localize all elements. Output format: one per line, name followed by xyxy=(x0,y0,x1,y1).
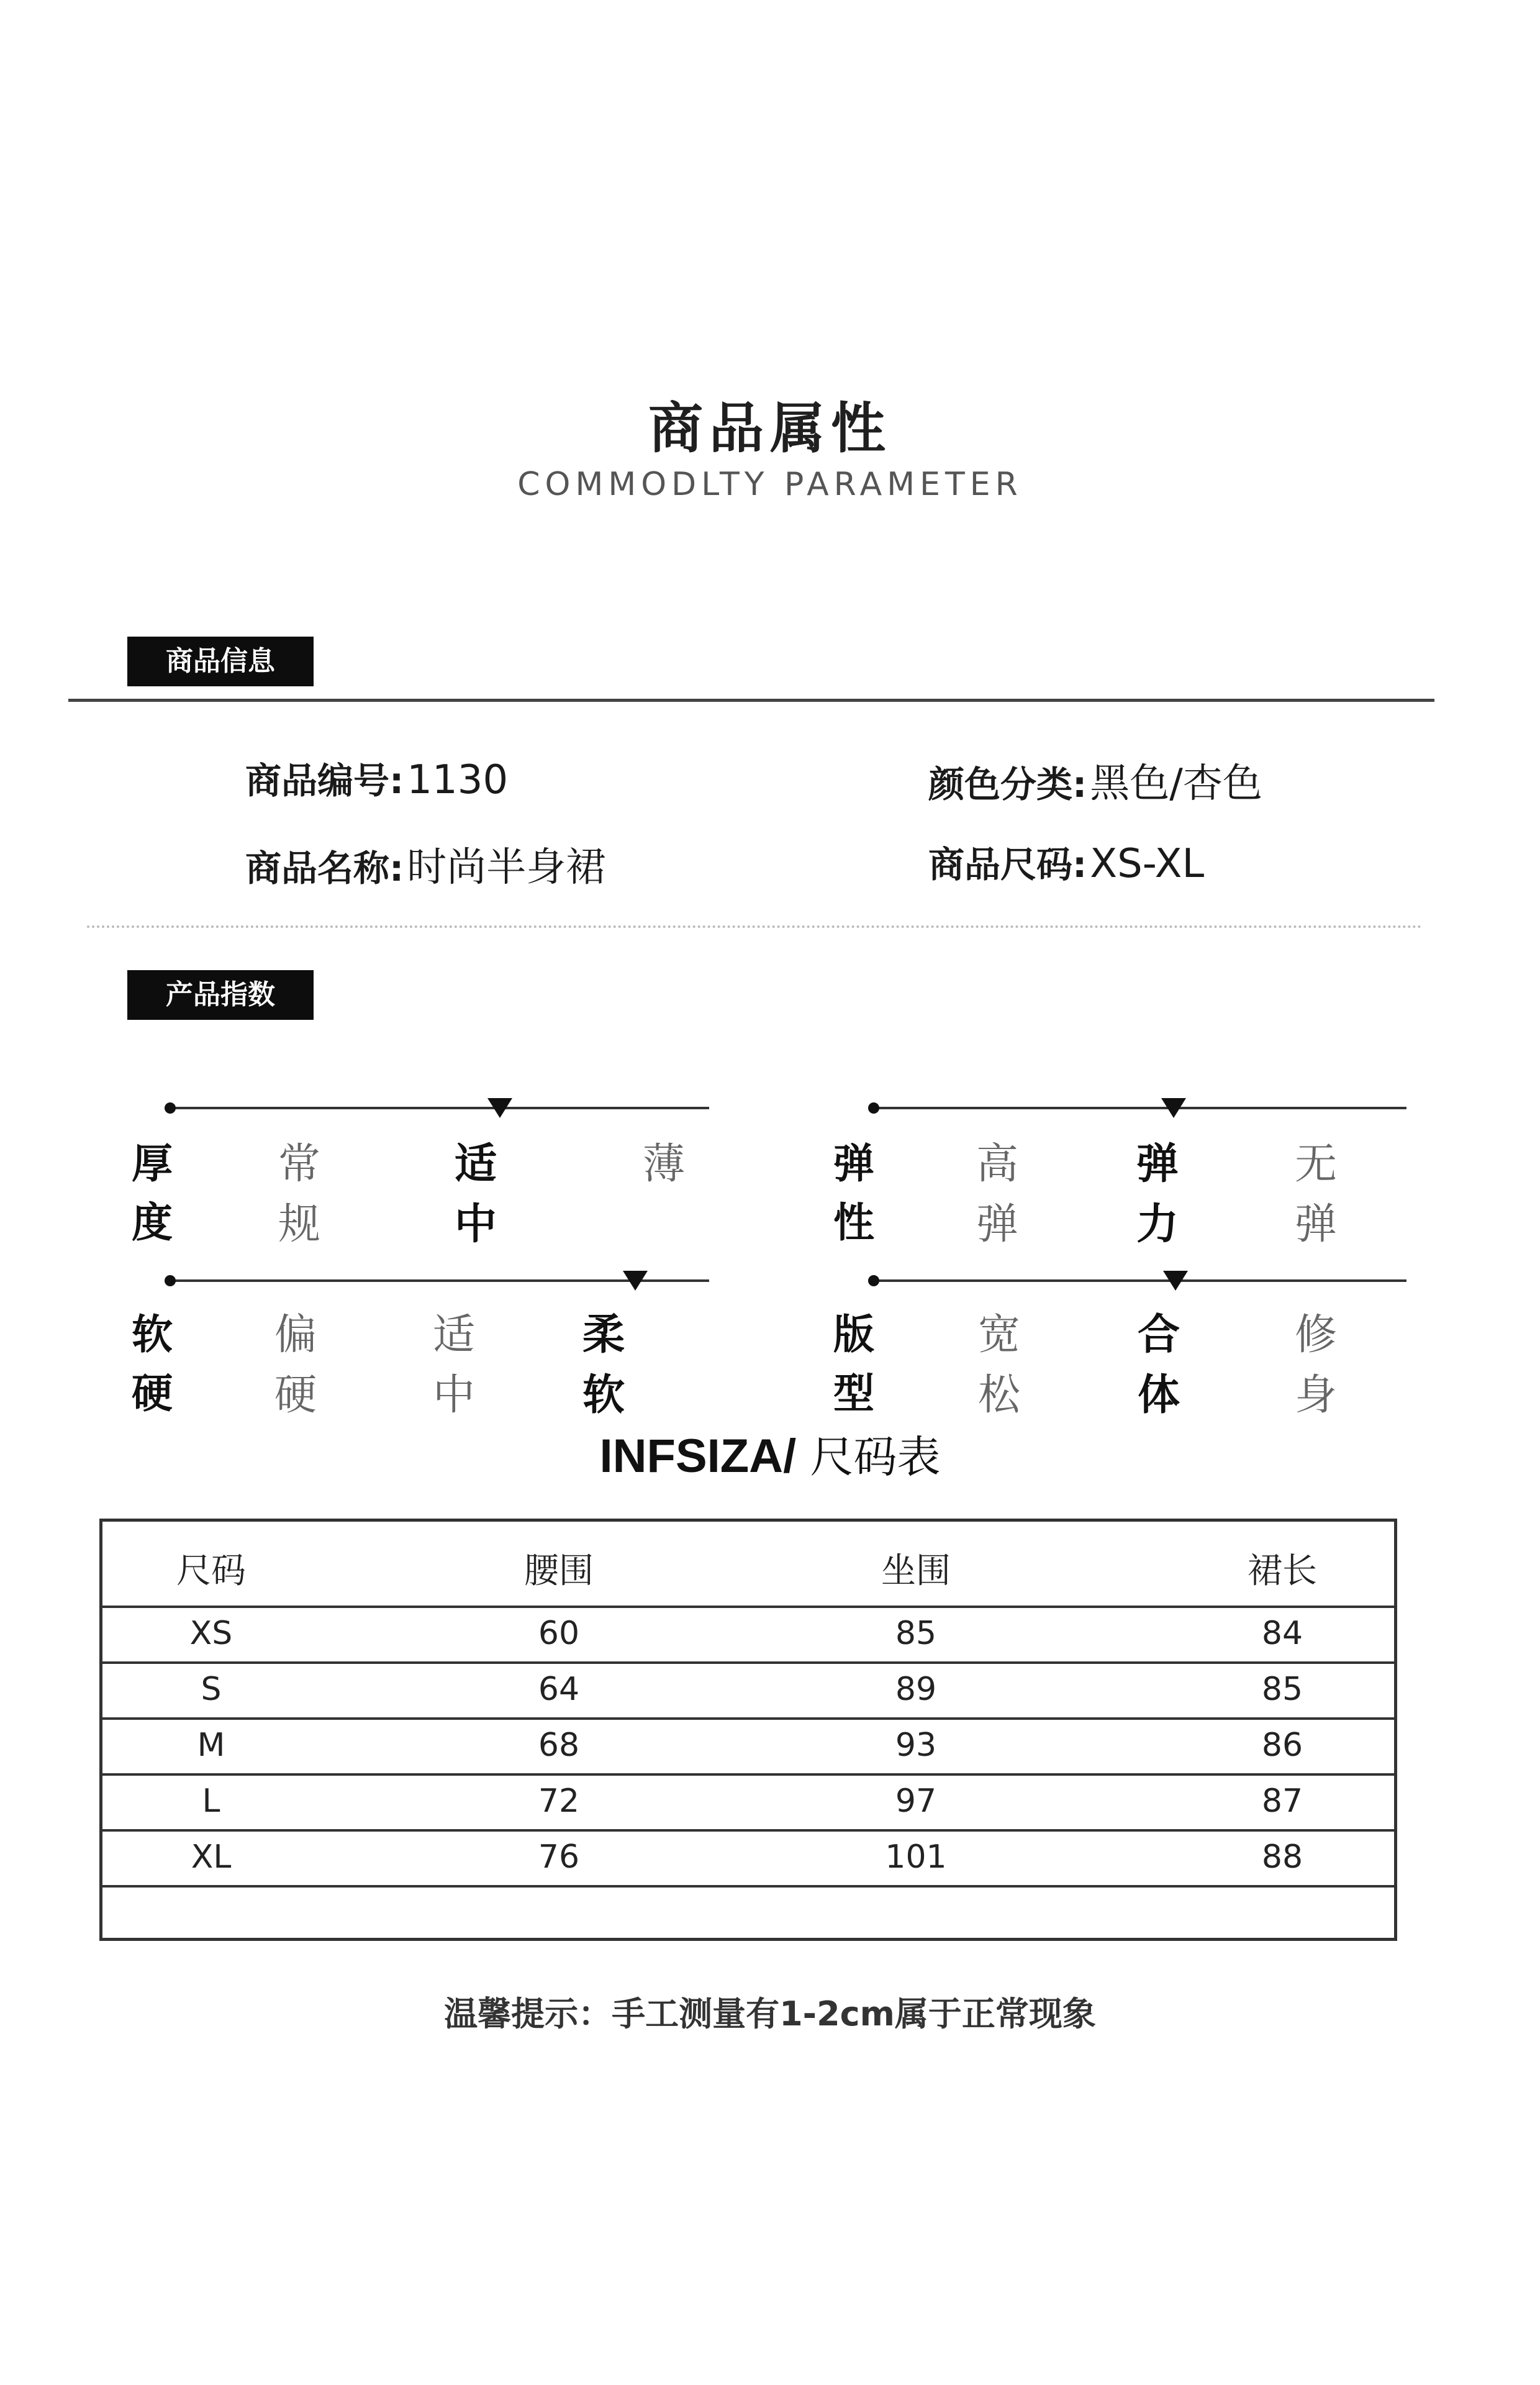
scale-label: 厚度 xyxy=(132,1140,173,1247)
size-chart-title xyxy=(0,1422,1540,1485)
table-cell: 97 xyxy=(895,1783,937,1820)
scale-start-dot xyxy=(868,1102,879,1114)
size-table xyxy=(99,1519,1397,1941)
info-item-size xyxy=(928,835,1204,888)
table-cell: 60 xyxy=(538,1615,580,1652)
scale-option: 修身 xyxy=(1295,1311,1338,1420)
info-label: 商品编号: xyxy=(245,760,404,802)
table-cell: 85 xyxy=(1261,1671,1303,1708)
table-cell: 89 xyxy=(895,1671,937,1708)
info-item-name xyxy=(245,835,605,893)
table-cell: L xyxy=(202,1783,220,1820)
info-value: 1130 xyxy=(407,757,509,803)
table-row-divider xyxy=(99,1661,1397,1664)
table-cell: 84 xyxy=(1261,1615,1303,1652)
scale-line xyxy=(872,1107,1406,1109)
table-header-divider xyxy=(99,1606,1397,1608)
info-value: 时尚半身裙 xyxy=(407,845,606,891)
table-cell: 72 xyxy=(538,1783,580,1820)
scale-line xyxy=(872,1279,1406,1282)
table-cell: M xyxy=(197,1727,225,1764)
info-label: 商品名称: xyxy=(245,847,404,889)
scale-label: 软硬 xyxy=(132,1311,173,1417)
table-header-size: 尺码 xyxy=(176,1551,246,1591)
scale-start-dot xyxy=(868,1275,879,1286)
info-item-code xyxy=(245,752,508,804)
info-label: 商品尺码: xyxy=(928,843,1087,886)
table-header-waist: 腰围 xyxy=(524,1551,594,1591)
table-cell: XL xyxy=(191,1838,232,1876)
table-cell: 88 xyxy=(1261,1838,1303,1876)
table-cell: 85 xyxy=(895,1615,937,1652)
scale-option: 宽松 xyxy=(978,1311,1021,1420)
scale-marker-icon xyxy=(623,1271,648,1291)
scale-option-selected: 合体 xyxy=(1138,1311,1180,1420)
table-header-length: 裙长 xyxy=(1248,1551,1317,1591)
scale-label: 版型 xyxy=(833,1311,874,1417)
size-chart-heading: 尺码表 xyxy=(810,1432,941,1483)
table-cell: S xyxy=(201,1671,222,1708)
info-dotted-divider xyxy=(87,925,1422,928)
table-row-divider xyxy=(99,1717,1397,1720)
table-row-divider xyxy=(99,1885,1397,1888)
scale-option-selected: 柔软 xyxy=(582,1311,625,1420)
page-title: 商品属性 xyxy=(648,396,892,460)
scale-label: 弹性 xyxy=(833,1140,874,1247)
table-row-divider xyxy=(99,1773,1397,1776)
table-cell: XS xyxy=(189,1615,233,1652)
table-cell: 101 xyxy=(885,1838,947,1876)
table-row-divider xyxy=(99,1829,1397,1832)
table-cell: 86 xyxy=(1261,1727,1303,1764)
scale-option: 薄 xyxy=(643,1140,686,1189)
scale-marker-icon xyxy=(487,1098,512,1118)
scale-option: 无弹 xyxy=(1295,1140,1338,1249)
scale-option-selected: 适中 xyxy=(455,1140,497,1249)
table-cell: 93 xyxy=(895,1727,937,1764)
scale-option-selected: 弹力 xyxy=(1136,1140,1179,1249)
scale-option: 高弹 xyxy=(976,1140,1019,1249)
scale-option: 适中 xyxy=(433,1311,476,1420)
measurement-tip: 温馨提示：手工测量有1-2cm属于正常现象 xyxy=(444,1994,1096,2033)
size-chart-brand: INFSIZA/ xyxy=(599,1430,797,1483)
scale-start-dot xyxy=(165,1275,176,1286)
info-section-tag: 商品信息 xyxy=(127,637,314,686)
scale-option: 常规 xyxy=(278,1140,321,1249)
table-header-hip: 坐围 xyxy=(881,1551,951,1591)
scale-line xyxy=(169,1107,709,1109)
scale-marker-icon xyxy=(1161,1098,1186,1118)
scale-option: 偏硬 xyxy=(274,1311,317,1420)
table-cell: 68 xyxy=(538,1727,580,1764)
info-value: XS-XL xyxy=(1090,841,1205,887)
info-value: 黑色/杏色 xyxy=(1090,761,1262,807)
table-cell: 76 xyxy=(538,1838,580,1876)
info-section-divider xyxy=(68,699,1434,702)
page-subtitle: COMMODLTY PARAMETER xyxy=(517,466,1023,503)
scale-marker-icon xyxy=(1163,1271,1188,1291)
scale-start-dot xyxy=(165,1102,176,1114)
index-section-tag: 产品指数 xyxy=(127,970,314,1020)
table-cell: 64 xyxy=(538,1671,580,1708)
table-cell: 87 xyxy=(1261,1783,1303,1820)
info-item-color xyxy=(928,752,1262,809)
info-label: 颜色分类: xyxy=(928,763,1087,806)
